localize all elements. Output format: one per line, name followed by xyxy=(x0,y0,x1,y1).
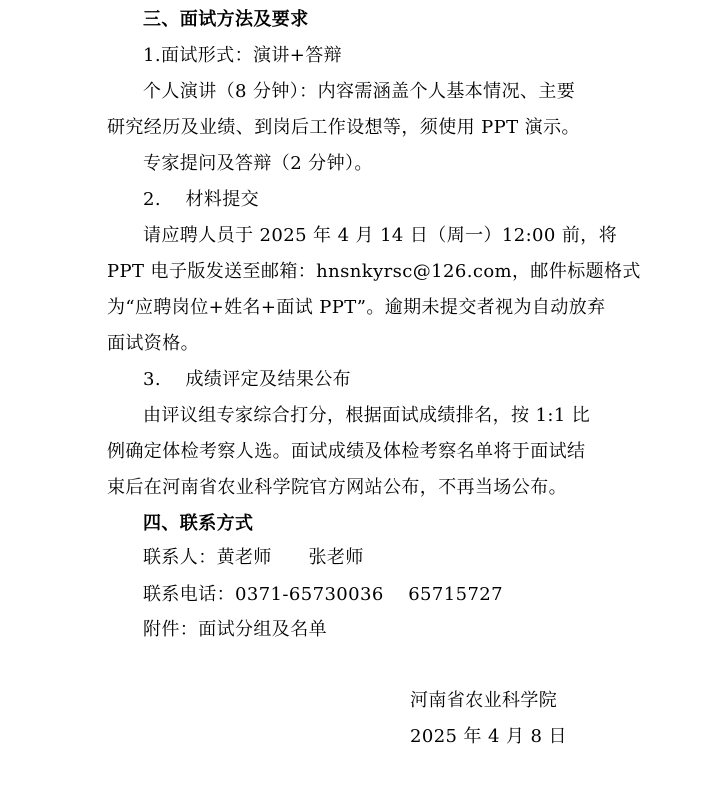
paragraph-line: 专家提问及答辩（2 分钟）。 xyxy=(143,153,373,174)
paragraph-line: 请应聘人员于 2025 年 4 月 14 日（周一）12:00 前，将 xyxy=(143,225,618,246)
paragraph-line: 为“应聘岗位+姓名+面试 PPT”。逾期未提交者视为自动放弃 xyxy=(107,297,606,318)
item-interview-format: 1.面试形式：演讲+答辩 xyxy=(143,45,343,66)
section-heading-contact: 四、联系方式 xyxy=(143,513,254,534)
paragraph-line: 研究经历及业绩、到岗后工作设想等，须使用 PPT 演示。 xyxy=(107,117,580,138)
paragraph-line: 由评议组专家综合打分，根据面试成绩排名，按 1:1 比 xyxy=(143,405,591,426)
paragraph-line: 个人演讲（8 分钟）：内容需涵盖个人基本情况、主要 xyxy=(143,81,576,102)
signature-organization: 河南省农业科学院 xyxy=(410,690,558,711)
paragraph-line: 面试资格。 xyxy=(107,333,199,354)
item-material-submission: 2. 材料提交 xyxy=(143,189,260,210)
item-result-announcement: 3. 成绩评定及结果公布 xyxy=(143,369,352,390)
signature-date: 2025 年 4 月 8 日 xyxy=(410,726,567,747)
contact-person: 联系人：黄老师 张老师 xyxy=(143,547,364,568)
attachment-note: 附件：面试分组及名单 xyxy=(143,619,327,640)
section-heading-interview-method: 三、面试方法及要求 xyxy=(143,9,309,30)
contact-phone: 联系电话：0371-65730036 65715727 xyxy=(143,584,504,605)
paragraph-line: 例确定体检考察人选。面试成绩及体检考察名单将于面试结 xyxy=(107,441,586,462)
paragraph-line-email: PPT 电子版发送至邮箱：hnsnkyrsc@126.com，邮件标题格式 xyxy=(107,261,641,282)
paragraph-line: 束后在河南省农业科学院官方网站公布，不再当场公布。 xyxy=(107,477,567,498)
